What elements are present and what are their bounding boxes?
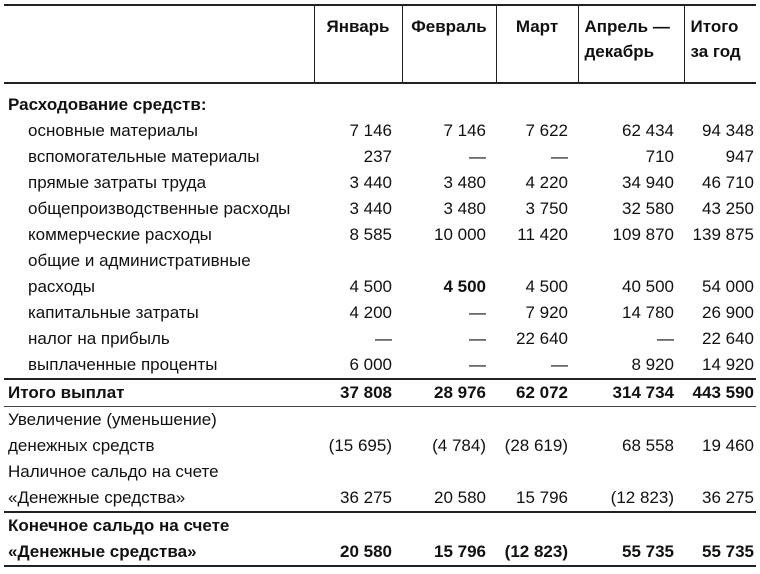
empty-cells [314,407,756,434]
table-row [4,144,756,170]
cell-april-december: 109 870 [612,225,674,244]
cell-february: 28 976 [402,379,496,407]
header-spacer [4,83,756,92]
cell-year-total: 94 348 [702,121,754,140]
header-march: Март [496,5,578,83]
cell-february: 3 480 [443,199,486,218]
cell-february: 3 480 [443,173,486,192]
cell-march: 3 750 [525,199,568,218]
cell-january: 36 275 [340,488,392,507]
cell-year-total: 14 920 [702,355,754,374]
header-year-total-line1: Итого [690,17,739,36]
empty-cells [314,248,756,274]
cell-march: 7 622 [525,121,568,140]
cell-april-december: — [657,329,674,348]
cell-february: 20 580 [434,488,486,507]
header-year-total-line2: за год [690,42,741,61]
section-title: Расходование средств: [8,95,207,114]
row-label: выплаченные проценты [28,355,218,374]
table-header-row [4,5,756,83]
row-label: общепроизводственные расходы [28,199,291,218]
table-row-label-continued [4,459,756,485]
cell-january: 8 585 [349,225,392,244]
row-label-line1: Наличное сальдо на счете [8,462,219,481]
cell-january: (15 695) [328,436,392,455]
cell-january: 3 440 [349,173,392,192]
cell-march: (12 823) [496,539,578,566]
cell-january: 4 200 [349,303,392,322]
cell-year-total: 19 460 [702,436,754,455]
table-row [4,222,756,248]
row-label-line2: расходы [28,277,95,296]
header-april-december [578,5,684,83]
cell-february: 15 796 [402,539,496,566]
cell-april-december: 55 735 [578,539,684,566]
cell-january: — [375,329,392,348]
cell-year-total: 139 875 [692,225,754,244]
cell-year-total: 36 275 [702,488,754,507]
table-row-label-continued [4,248,756,274]
row-label-line2: «Денежные средства» [8,488,186,507]
cell-april-december: 314 734 [578,379,684,407]
row-label-line2: «Денежные средства» [4,539,314,566]
header-february: Февраль [402,5,496,83]
cell-april-december: 32 580 [622,199,674,218]
section-title-row [4,92,756,118]
cell-february: — [469,355,486,374]
table-row [4,170,756,196]
total-payments-row [4,379,756,407]
cell-april-december: 40 500 [622,277,674,296]
cell-march: — [551,147,568,166]
cell-year-total: 46 710 [702,173,754,192]
row-label: налог на прибыль [28,329,170,348]
header-january: Январь [314,5,402,83]
cell-january: 37 808 [314,379,402,407]
cell-april-december: 710 [645,147,674,166]
cell-march: 11 420 [517,225,568,244]
cell-february: — [469,303,486,322]
opening-balance-row [4,485,756,512]
cell-april-december: 62 434 [622,121,674,140]
cash-change-row [4,433,756,459]
cell-april-december: 34 940 [622,173,674,192]
row-label-line1: общие и административные [28,251,251,270]
table-row [4,196,756,222]
cell-april-december: (12 823) [610,488,674,507]
table-row [4,300,756,326]
cell-april-december: 8 920 [631,355,674,374]
cell-march: 15 796 [516,488,568,507]
cell-year-total: 54 000 [702,277,754,296]
cell-march: 4 220 [525,173,568,192]
cell-april-december: 14 780 [622,303,674,322]
cell-march: 22 640 [516,329,568,348]
cell-january: 237 [363,147,392,166]
cell-year-total: 443 590 [684,379,756,407]
cell-year-total: 43 250 [702,199,754,218]
cell-february: 10 000 [434,225,486,244]
cell-february: — [469,329,486,348]
cell-march: — [551,355,568,374]
row-label: капитальные затраты [28,303,199,322]
cell-year-total: 22 640 [702,329,754,348]
cell-january: 20 580 [314,539,402,566]
cell-february: 4 500 [443,277,486,296]
header-year-total [684,5,756,83]
table-row-label-continued [4,407,756,434]
row-label: коммерческие расходы [28,225,212,244]
empty-cells [314,459,756,485]
table-row [4,352,756,379]
cell-march: 62 072 [496,379,578,407]
cash-budget-table [4,4,756,567]
cell-january: 6 000 [349,355,392,374]
header-april-december-line2: декабрь [584,42,655,61]
row-label-line2: денежных средств [8,436,155,455]
cell-january: 3 440 [349,199,392,218]
table-row [4,118,756,144]
cell-year-total: 26 900 [702,303,754,322]
cell-january: 7 146 [349,121,392,140]
cell-march: (28 619) [504,436,568,455]
cell-year-total: 947 [725,147,754,166]
cell-january: 4 500 [349,277,392,296]
row-label: Итого выплат [4,379,314,407]
row-label: вспомогательные материалы [28,147,260,166]
row-label-line1: Увеличение (уменьшение) [4,407,314,434]
header-april-december-line1: Апрель — [584,17,670,36]
cell-april-december: 68 558 [622,436,674,455]
table-row [4,326,756,352]
cell-year-total: 55 735 [684,539,756,566]
empty-cells [314,512,756,539]
header-label-column [4,5,314,83]
row-label: основные материалы [28,121,198,140]
closing-balance-row [4,539,756,566]
cell-february: (4 784) [432,436,486,455]
row-label: прямые затраты труда [28,173,207,192]
cell-february: 7 146 [443,121,486,140]
cell-february: — [469,147,486,166]
cell-march: 4 500 [525,277,568,296]
row-label-line1: Конечное сальдо на счете [4,512,314,539]
table-row [4,274,756,300]
table-row-label-continued [4,512,756,539]
cell-march: 7 920 [525,303,568,322]
